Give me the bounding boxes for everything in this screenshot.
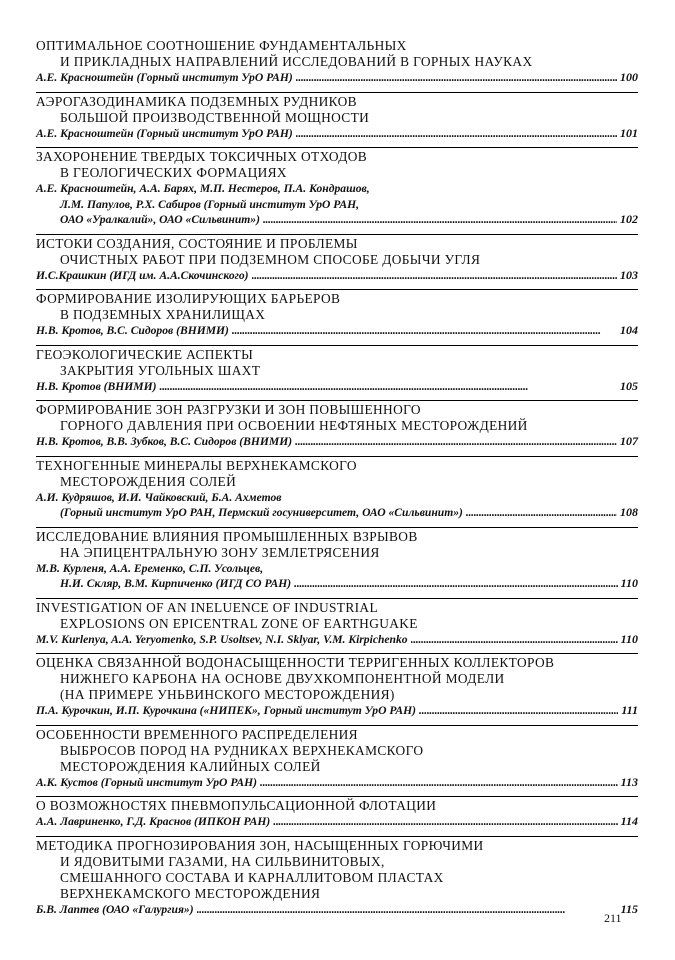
entry-authors: А.Е. Красноштейн, А.А. Барях, М.П. Нестеров, П.А. Кондрашов, bbox=[36, 182, 370, 195]
entry-author-line-with-page bbox=[36, 902, 638, 918]
entry-author-line-with-page bbox=[36, 703, 638, 719]
entry-title-line: МЕСТОРОЖДЕНИЯ СОЛЕЙ bbox=[60, 473, 237, 489]
entry-page-number: 108 bbox=[620, 505, 638, 519]
toc-entry bbox=[36, 725, 638, 791]
entry-authors: А.Е. Красноштейн (Горный институт УрО РАН) bbox=[36, 126, 293, 140]
entry-authors: М.В. Курленя, А.А. Еременко, С.П. Усольцев, bbox=[36, 561, 264, 575]
entry-title-line: ИССЛЕДОВАНИЕ ВЛИЯНИЯ ПРОМЫШЛЕННЫХ ВЗРЫВОВ bbox=[36, 528, 418, 544]
toc-entry bbox=[36, 234, 638, 284]
entry-authors: И.С.Крашкин (ИГД им. А.А.Скочинского) bbox=[36, 268, 249, 282]
dot-leader bbox=[294, 576, 618, 592]
entry-title-line: ФОРМИРОВАНИЕ ЗОН РАЗГРУЗКИ И ЗОН ПОВЫШЕННОГО bbox=[36, 402, 421, 417]
toc-entry bbox=[36, 836, 638, 918]
entry-title-line: ОЧИСТНЫХ РАБОТ ПРИ ПОДЗЕМНОМ СПОСОБЕ ДОБЫЧИ УГЛЯ bbox=[60, 251, 481, 267]
dot-leader bbox=[411, 632, 618, 648]
entry-author-line-with-page bbox=[36, 268, 638, 284]
entry-title-line: ОСОБЕННОСТИ ВРЕМЕННОГО РАСПРЕДЕЛЕНИЯ bbox=[36, 726, 358, 742]
toc-entry bbox=[36, 92, 638, 142]
entry-page-number: 104 bbox=[620, 323, 638, 337]
dot-leader bbox=[295, 434, 617, 450]
entry-page-number: 107 bbox=[620, 434, 638, 448]
toc-entry bbox=[36, 400, 638, 450]
entry-author-line-with-page bbox=[36, 814, 638, 830]
toc-entry bbox=[36, 653, 638, 719]
entry-page-number: 103 bbox=[620, 267, 638, 282]
page-number: 211 bbox=[604, 911, 622, 925]
toc-entry bbox=[36, 289, 638, 339]
entry-author-line-with-page bbox=[36, 70, 638, 86]
entry-page-number: 115 bbox=[620, 901, 638, 916]
entry-title-line: МЕСТОРОЖДЕНИЯ КАЛИЙНЫХ СОЛЕЙ bbox=[60, 758, 321, 774]
entry-title-line: И ЯДОВИТЫМИ ГАЗАМИ, НА СИЛЬВИНИТОВЫХ, bbox=[60, 853, 385, 869]
dot-leader bbox=[260, 775, 618, 791]
entry-page-number: 111 bbox=[621, 703, 638, 717]
entry-title-line: ЗАКРЫТИЯ УГОЛЬНЫХ ШАХТ bbox=[60, 362, 261, 378]
entry-title-line: НИЖНЕГО КАРБОНА НА ОСНОВЕ ДВУХКОМПОНЕНТНОЙ МОДЕЛИ bbox=[60, 671, 505, 686]
entry-title-line: ГОРНОГО ДАВЛЕНИЯ ПРИ ОСВОЕНИИ НЕФТЯНЫХ МЕСТОРОЖДЕНИЙ bbox=[60, 418, 528, 433]
toc-list bbox=[36, 37, 638, 923]
entry-title-line: В ГЕОЛОГИЧЕСКИХ ФОРМАЦИЯХ bbox=[60, 165, 287, 180]
entry-title-line: ТЕХНОГЕННЫЕ МИНЕРАЛЫ ВЕРХНЕКАМСКОГО bbox=[36, 457, 357, 473]
entry-authors: П.А. Курочкин, И.П. Курочкина («НИПЕК», Горный институт УрО РАН) bbox=[36, 704, 417, 717]
toc-entry bbox=[36, 527, 638, 592]
entry-page-number: 100 bbox=[620, 70, 638, 84]
entry-title-line: ГЕОЭКОЛОГИЧЕСКИЕ АСПЕКТЫ bbox=[36, 346, 254, 362]
dot-leader bbox=[296, 126, 617, 142]
entry-authors: Б.В. Лаптев (ОАО «Галургия») bbox=[36, 902, 194, 916]
entry-page-number: 114 bbox=[620, 814, 638, 828]
entry-title-line: ОПТИМАЛЬНОЕ СООТНОШЕНИЕ ФУНДАМЕНТАЛЬНЫХ bbox=[36, 38, 407, 53]
dot-leader bbox=[197, 902, 618, 918]
entry-title-line: ФОРМИРОВАНИЕ ИЗОЛИРУЮЩИХ БАРЬЕРОВ bbox=[36, 291, 341, 306]
entry-title-line: О ВОЗМОЖНОСТЯХ ПНЕВМОПУЛЬСАЦИОННОЙ ФЛОТАЦИИ bbox=[36, 798, 437, 813]
toc-entry bbox=[36, 345, 638, 395]
entry-authors: (Горный институт УрО РАН, Пермский госуниверситет, ОАО «Сильвинит») bbox=[60, 506, 463, 519]
entry-title-line: ЗАХОРОНЕНИЕ ТВЕРДЫХ ТОКСИЧНЫХ ОТХОДОВ bbox=[36, 149, 368, 164]
toc-entry bbox=[36, 456, 638, 521]
entry-author-line-with-page bbox=[36, 212, 638, 228]
entry-author-line-with-page bbox=[36, 434, 638, 450]
entry-authors: Н.В. Кротов (ВНИМИ) bbox=[36, 379, 157, 393]
entry-page-number: 105 bbox=[620, 378, 638, 393]
dot-leader bbox=[273, 814, 617, 830]
entry-title-line: В ПОДЗЕМНЫХ ХРАНИЛИЩАХ bbox=[60, 307, 266, 322]
entry-title-line: EXPLOSIONS ON EPICENTRAL ZONE OF EARTHGUAKE bbox=[60, 615, 418, 631]
dot-leader bbox=[296, 70, 617, 86]
entry-authors: А.И. Кудряшов, И.И. Чайковский, Б.А. Ахметов bbox=[36, 490, 282, 504]
entry-title-line: МЕТОДИКА ПРОГНОЗИРОВАНИЯ ЗОН, НАСЫЩЕННЫХ ГОРЮЧИМИ bbox=[36, 837, 484, 853]
entry-title-line: И ПРИКЛАДНЫХ НАПРАВЛЕНИЙ ИССЛЕДОВАНИЙ В ГОРНЫХ НАУКАХ bbox=[60, 54, 533, 69]
toc-entry bbox=[36, 598, 638, 648]
entry-title-line: ВЕРХНЕКАМСКОГО МЕСТОРОЖДЕНИЯ bbox=[60, 885, 321, 901]
entry-authors: Н.В. Кротов, В.С. Сидоров (ВНИМИ) bbox=[36, 324, 229, 337]
entry-authors: А.Е. Красноштейн (Горный институт УрО РАН) bbox=[36, 71, 293, 84]
entry-author-line-with-page bbox=[36, 632, 638, 648]
entry-title-line: ОЦЕНКА СВЯЗАННОЙ ВОДОНАСЫЩЕННОСТИ ТЕРРИГЕННЫХ КОЛЛЕКТОРОВ bbox=[36, 655, 555, 670]
toc-entry bbox=[36, 796, 638, 830]
entry-author-line-with-page bbox=[36, 379, 638, 395]
entry-author-line-with-page bbox=[36, 576, 638, 592]
toc-entry bbox=[36, 37, 638, 86]
entry-title-line: СМЕШАННОГО СОСТАВА И КАРНАЛЛИТОВОМ ПЛАСТАХ bbox=[60, 869, 444, 885]
entry-page-number: 102 bbox=[620, 212, 638, 226]
entry-authors: Н.И. Скляр, В.М. Кирпиченко (ИГД СО РАН) bbox=[60, 577, 292, 590]
entry-authors: Н.В. Кротов, В.В. Зубков, В.С. Сидоров (ВНИМИ) bbox=[36, 435, 293, 448]
entry-title-line: (НА ПРИМЕРЕ УНЬВИНСКОГО МЕСТОРОЖДЕНИЯ) bbox=[60, 687, 395, 702]
entry-page-number: 101 bbox=[620, 125, 638, 140]
entry-authors: Л.М. Папулов, Р.Х. Сабиров (Горный институт УрО РАН, bbox=[60, 197, 359, 211]
entry-authors: M.V. Kurlenya, A.A. Yeryomenko, S.P. Usoltsev, N.I. Sklyar, V.M. Kirpichenko bbox=[36, 632, 408, 646]
entry-page-number: 113 bbox=[620, 774, 638, 789]
dot-leader bbox=[159, 379, 617, 395]
entry-author-line-with-page bbox=[36, 323, 638, 339]
entry-authors: А.К. Кустов (Горный институт УрО РАН) bbox=[36, 775, 258, 789]
dot-leader bbox=[232, 323, 617, 339]
entry-title-line: НА ЭПИЦЕНТРАЛЬНУЮ ЗОНУ ЗЕМЛЕТРЯСЕНИЯ bbox=[60, 544, 380, 560]
entry-page-number: 110 bbox=[620, 631, 638, 646]
entry-author-line-with-page bbox=[36, 126, 638, 142]
entry-title-line: АЭРОГАЗОДИНАМИКА ПОДЗЕМНЫХ РУДНИКОВ bbox=[36, 93, 357, 109]
entry-title-line: БОЛЬШОЙ ПРОИЗВОДСТВЕННОЙ МОЩНОСТИ bbox=[60, 109, 370, 125]
toc-entry bbox=[36, 147, 638, 228]
entry-title-line: ВЫБРОСОВ ПОРОД НА РУДНИКАХ ВЕРХНЕКАМСКОГО bbox=[60, 742, 424, 758]
dot-leader bbox=[419, 703, 618, 719]
entry-author-line-with-page bbox=[36, 505, 638, 521]
dot-leader bbox=[263, 212, 617, 228]
entry-title-line: INVESTIGATION OF AN INELUENCE OF INDUSTRIAL bbox=[36, 599, 378, 615]
dot-leader bbox=[252, 268, 617, 284]
entry-authors: А.А. Лавриненко, Г.Д. Краснов (ИПКОН РАН) bbox=[36, 815, 271, 828]
dot-leader bbox=[466, 505, 617, 521]
entry-author-line-with-page bbox=[36, 775, 638, 791]
entry-page-number: 110 bbox=[620, 576, 638, 590]
entry-authors: ОАО «Уралкалий», ОАО «Сильвинит») bbox=[60, 213, 260, 226]
entry-title-line: ИСТОКИ СОЗДАНИЯ, СОСТОЯНИЕ И ПРОБЛЕМЫ bbox=[36, 235, 358, 251]
